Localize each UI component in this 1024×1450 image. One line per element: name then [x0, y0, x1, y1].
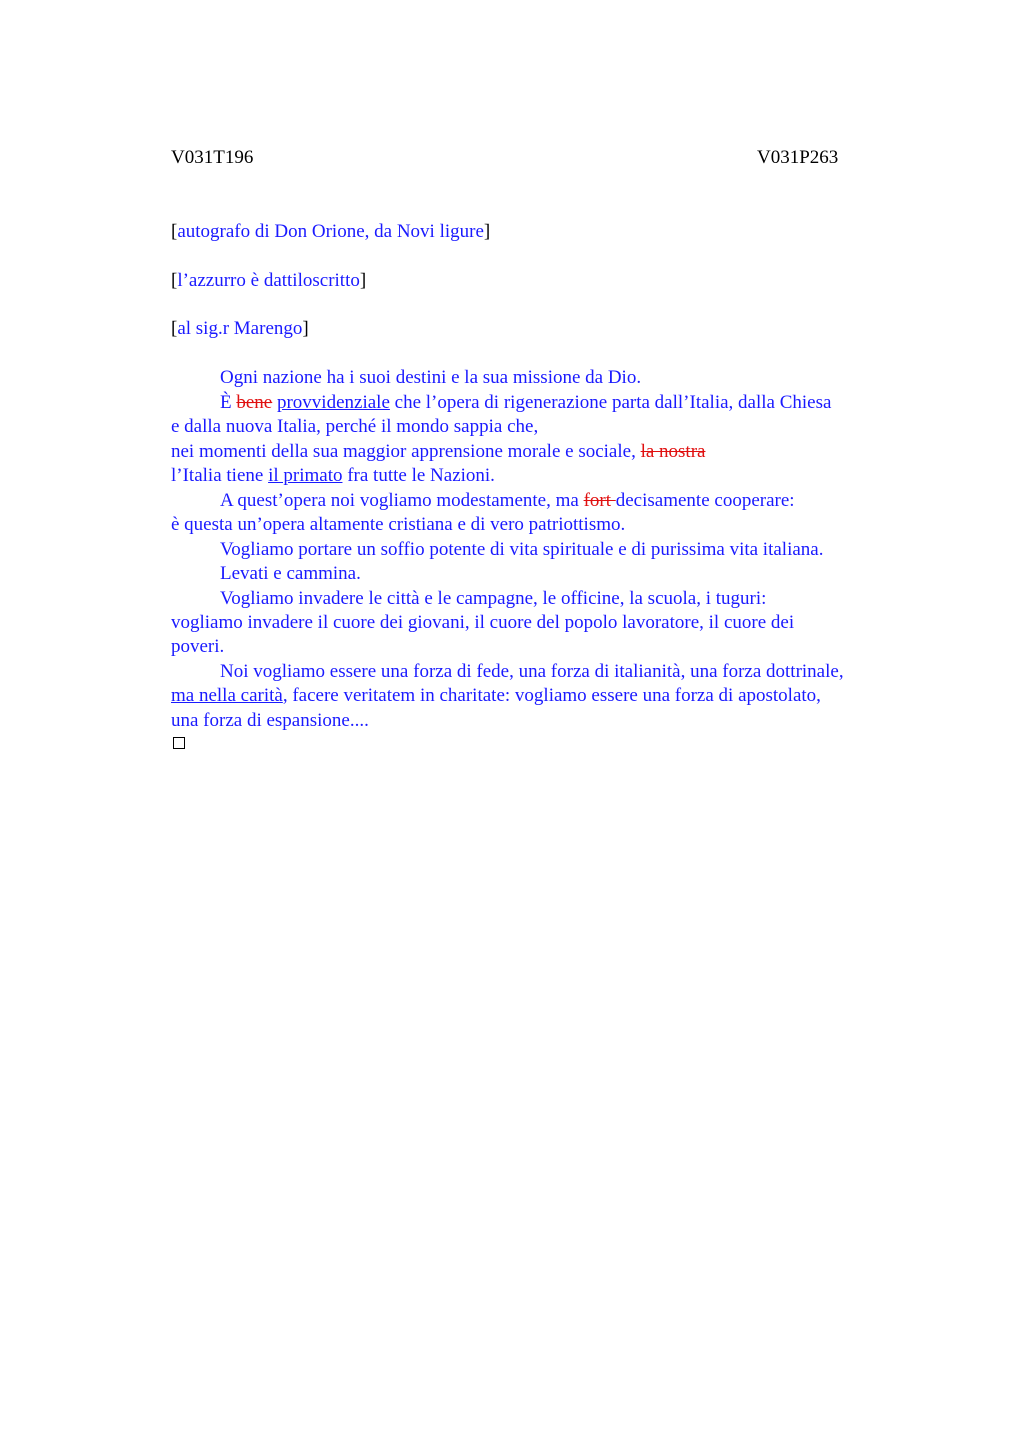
end-marker-square-icon — [173, 737, 185, 749]
editorial-note-recipient — [171, 317, 309, 341]
text-span: È — [220, 392, 237, 413]
body-line-2 — [220, 391, 831, 415]
document-code-right: V031P263 — [757, 147, 839, 168]
body-line-15: una forza di espansione.... — [171, 710, 369, 731]
bracket-open: [ — [171, 318, 178, 339]
body-line-6 — [220, 489, 795, 513]
text-span: nei momenti della sua maggior apprensione morale e sociale, — [171, 441, 641, 462]
note-text: autografo di Don Orione, da Novi ligure — [177, 221, 484, 242]
underlined-phrase: ma nella carità — [171, 685, 283, 706]
note-text: l’azzurro è dattiloscritto — [177, 270, 360, 291]
underlined-word: provvidenziale — [276, 392, 390, 413]
text-span: decisamente cooperare: — [615, 490, 795, 511]
bracket-open: [ — [171, 270, 178, 291]
body-line-5 — [171, 464, 495, 488]
editorial-note-source — [171, 220, 490, 244]
body-line-7: è questa un’opera altamente cristiana e di vero patriottismo. — [171, 514, 626, 535]
deleted-word: fort — [583, 490, 616, 511]
text-span: fra tutte le Nazioni. — [342, 465, 495, 486]
body-line-8: Vogliamo portare un soffio potente di vita spirituale e di purissima vita italiana. — [220, 539, 824, 560]
body-line-12: poveri. — [171, 636, 225, 657]
deleted-phrase: la nostra — [640, 441, 706, 462]
body-line-4 — [171, 440, 705, 464]
bracket-close: ] — [359, 270, 367, 291]
body-line-13: Noi vogliamo essere una forza di fede, una forza di italianità, una forza dottrinale, — [220, 661, 844, 682]
note-text: al sig.r Marengo — [177, 318, 303, 339]
body-line-11: vogliamo invadere il cuore dei giovani, il cuore del popolo lavoratore, il cuore dei — [171, 612, 795, 633]
text-span: che l’opera di rigenerazione parta dall’Italia, dalla Chiesa — [389, 392, 832, 413]
body-line-3: e dalla nuova Italia, perché il mondo sappia che, — [171, 416, 539, 437]
document-code-left: V031T196 — [171, 147, 254, 168]
text-span: l’Italia tiene — [171, 465, 269, 486]
bracket-close: ] — [483, 221, 491, 242]
body-line-9: Levati e cammina. — [220, 563, 361, 584]
text-span: , facere veritatem in charitate: vogliamo essere una forza di apostolato, — [282, 685, 821, 706]
bracket-close: ] — [302, 318, 309, 339]
text-span: A quest’opera noi vogliamo modestamente, ma — [220, 490, 584, 511]
body-line-1: Ogni nazione ha i suoi destini e la sua missione da Dio. — [220, 367, 642, 388]
body-line-14 — [171, 684, 821, 708]
deleted-word: bene — [236, 392, 273, 413]
editorial-note-color-key — [171, 269, 366, 293]
body-line-10: Vogliamo invadere le città e le campagne, le officine, la scuola, i tuguri: — [220, 588, 767, 609]
underlined-phrase: il primato — [268, 465, 343, 486]
bracket-open: [ — [171, 221, 178, 242]
